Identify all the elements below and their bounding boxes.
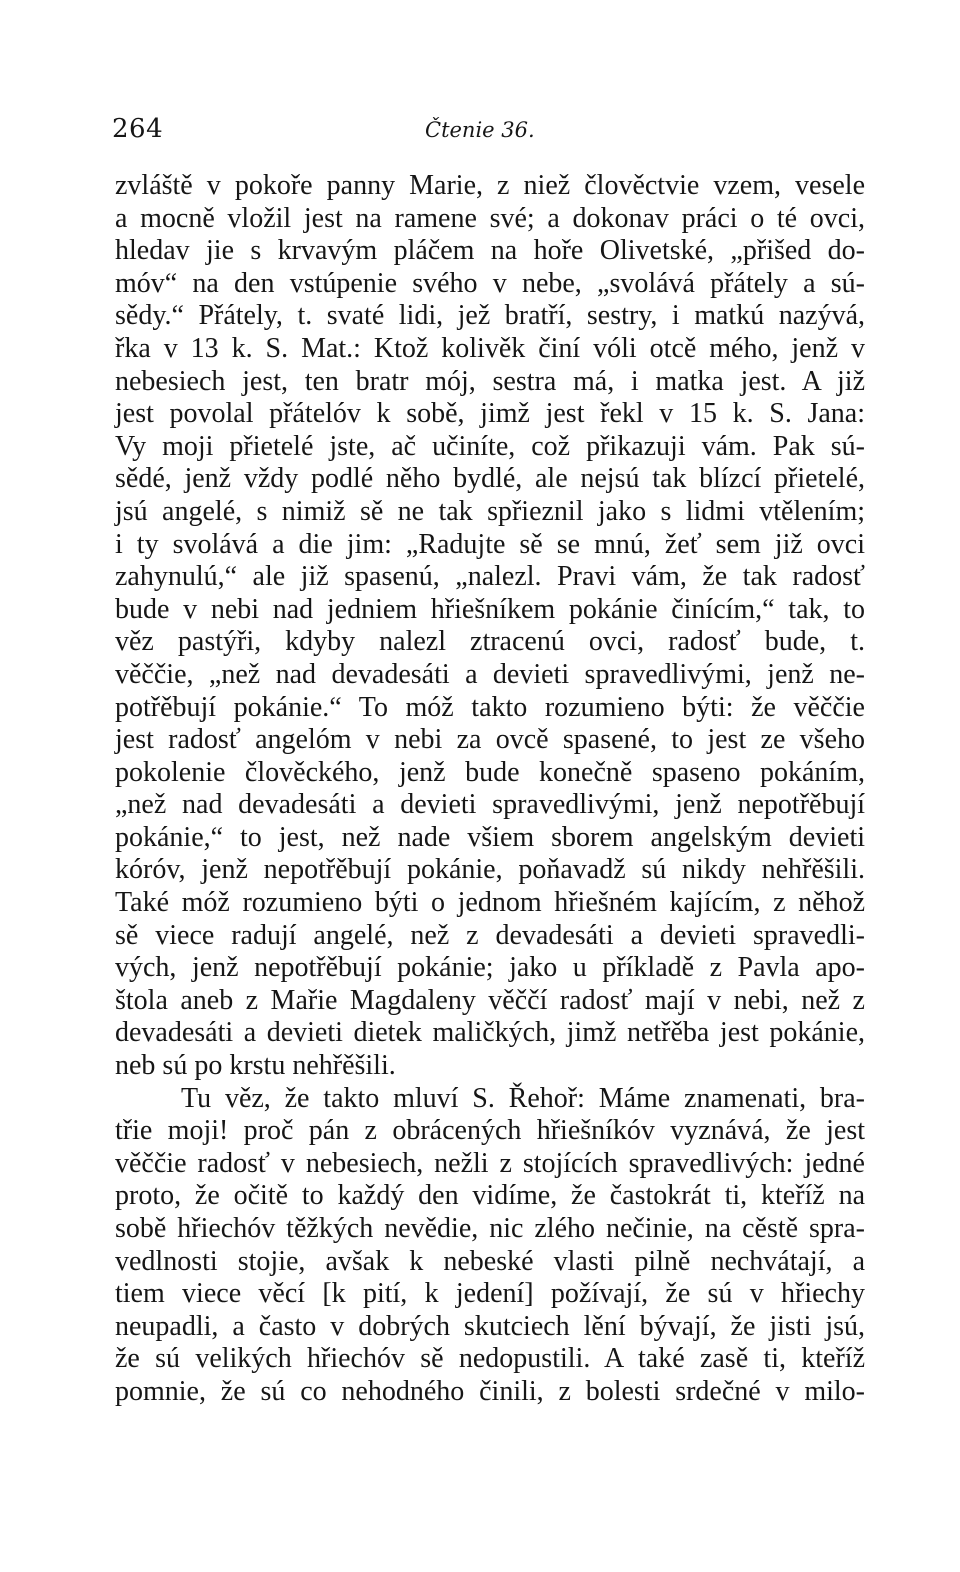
text-line: věz pastýři, kdyby nalezl ztracenú ovci, radosť bude, t. [115,626,865,658]
text-line: kóróv, jenž nepotřěbují pokánie, poňavadž sú nikdy nehřěšili. [115,854,865,886]
text-line: jest povolal přátelóv k sobě, jimž jest řekl v 15 k. S. Jana: [115,398,865,430]
body-text [115,170,865,1409]
text-line: bude v nebi nad jedniem hřiešníkem pokánie činícím,“ tak, to [115,593,865,625]
text-line: vedlnosti stojie, avšak k nebeské vlasti pilně nechvátají, a [115,1245,865,1277]
text-line: věččie radosť v nebesiech, nežli z stojících spravedlivých: jedné [115,1147,865,1179]
text-line: móv“ na den vstúpenie svého v nebe, „svolává přátely a sú- [115,267,865,299]
text-line: třie moji! proč pán z obrácených hřiešníkóv vyznává, že jest [115,1115,865,1147]
text-line: štola aneb z Mařie Magdaleny věččí radosť mají v nebi, než z [115,984,865,1016]
text-line: potřěbují pokánie.“ To móž takto rozumieno býti: že věččie [115,691,865,723]
text-line: sobě hřiechóv těžkých nevědie, nic zlého nečinie, na cěstě spra- [115,1213,865,1244]
text-line: řka v 13 k. S. Mat.: Ktož kolivěk činí vóli otcě mého, jenž v [115,332,865,364]
text-line: Vy moji přietelé jste, ač učiníte, což přikazuji vám. Pak sú- [115,430,865,462]
text-line: i ty svolává a die jim: „Radujte sě se mnú, žeť sem již ovci [115,528,865,560]
text-line: devadesáti a devieti dietek maličkých, jimž netřěba jest pokánie, [115,1017,865,1049]
text-line: neb sú po krstu nehřěšili. [115,1050,396,1082]
text-line: neupadli, a často v dobrých skutciech lění bývají, že jisti jsú, [115,1310,865,1342]
text-line: že sú velikých hřiechóv sě nedopustili. A také zasě ti, kteříž [115,1343,865,1375]
text-line: nebesiech jest, ten bratr mój, sestra má, i matka jest. A již [115,365,865,397]
text-line: sě viece radují angelé, než z devadesáti a devieti spravedli- [115,919,865,951]
text-line: hledav jie s krvavým pláčem na hoře Olivetské, „přišed do- [115,235,865,267]
text-line: pokánie,“ to jest, než nade všiem sborem angelským devieti [115,821,865,853]
text-line: pomnie, že sú co nehodného činili, z bolesti srdečné v milo- [115,1375,865,1407]
text-line: sědé, jenž vždy podlé něho bydlé, ale nejsú tak blízcí přietelé, [115,463,865,495]
text-line: sědy.“ Přátely, t. svaté lidi, jež bratří, sestry, i matkú nazývá, [115,300,865,332]
text-line: jsú angelé, s nimiž sě ne tak spřieznil jako s lidmi vtělením; [115,495,865,527]
page-header [112,112,864,152]
text-line: a mocně vložil jest na ramene své; a dokonav práci o té ovci, [115,202,865,234]
text-line: tiem viece věcí [k pití, k jedení] požívají, že sú v hřiechy [115,1278,865,1310]
text-line: zahynulú,“ ale již spasenú, „nalezl. Pravi vám, že tak radosť [115,561,865,593]
text-line: zvláště v pokoře panny Marie, z niež člověctvie vzem, vesele [115,170,865,201]
text-line: Také móž rozumieno býti o jednom hřiešném kajícím, z něhož [115,887,865,919]
text-line: pokolenie člověckého, jenž bude konečně spaseno pokáním, [115,756,865,788]
text-line: jest radosť angelóm v nebi za ovcě spasené, to jest ze všeho [115,724,865,756]
text-line: vých, jenž nepotřěbují pokánie; jako u příkladě z Pavla apo- [115,952,865,984]
paragraph-2 [115,1083,865,1409]
text-line: věččie, „než nad devadesáti a devieti spravedlivými, jenž ne- [115,658,865,690]
paragraph-1 [115,170,865,1083]
page-number: 264 [112,114,164,144]
text-line: „než nad devadesáti a devieti spravedlivými, jenž nepotřěbují [115,789,865,821]
text-line: Tu věz, že takto mluví S. Řehoř: Máme znamenati, bra- [181,1082,865,1114]
text-line: proto, že očitě to každý den vidíme, že častokrát ti, kteříž na [115,1180,865,1212]
running-head: Čtenie 36. [425,118,535,142]
